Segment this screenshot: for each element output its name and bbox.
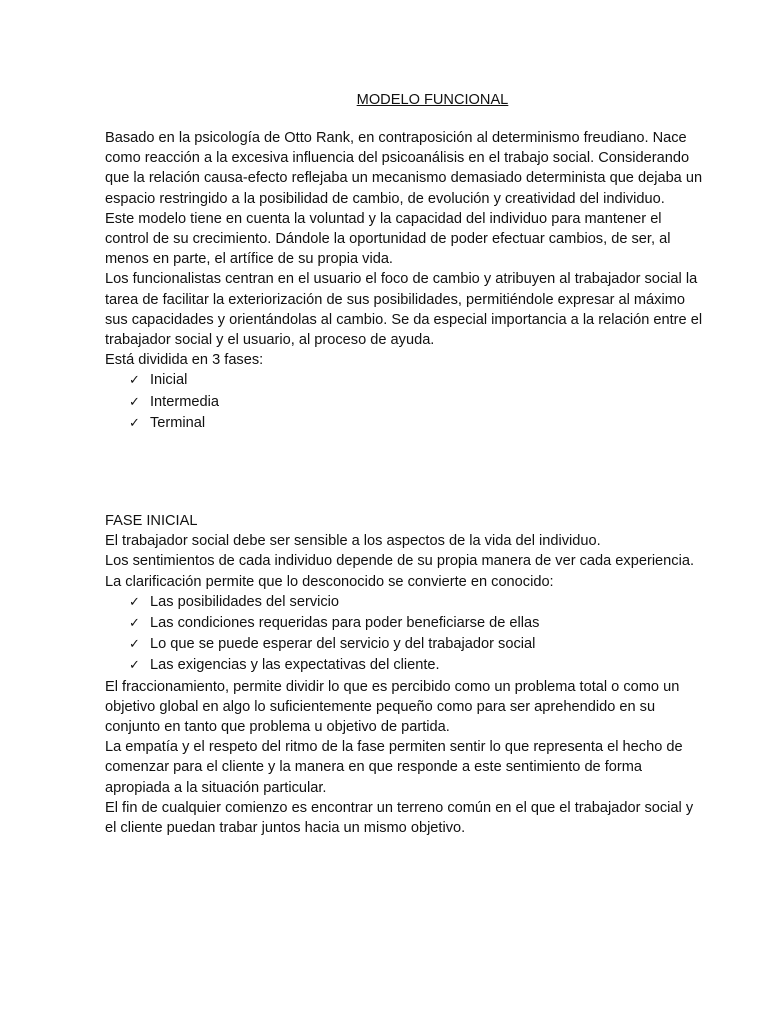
clarification-label: Las exigencias y las expectativas del cliente. (150, 657, 440, 674)
intro-section (105, 128, 708, 434)
phase-label: Inicial (150, 372, 188, 389)
intro-paragraph: Este modelo tiene en cuenta la voluntad y la capacidad del individuo para mantener el control de su crecimiento. Dándole la oportunidad de poder efectuar cambios, de ser, al menos en parte, el artífice de su propia vida. (105, 210, 671, 268)
phases-list (105, 370, 708, 434)
list-item (129, 634, 708, 655)
checkmark-icon: ✓ (129, 637, 140, 653)
list-item (129, 592, 708, 613)
clarification-list (105, 592, 708, 677)
section-paragraph: Los sentimientos de cada individuo depende de su propia manera de ver cada experiencia. (105, 553, 695, 570)
intro-paragraph: Está dividida en 3 fases: (105, 352, 264, 369)
phase-label: Intermedia (150, 393, 219, 410)
list-item (129, 413, 708, 434)
checkmark-icon: ✓ (129, 415, 140, 431)
intro-paragraph: Basado en la psicología de Otto Rank, en contraposición al determinismo freudiano. Nace como reacción a la excesiva influencia del psicoanálisis en el trabajo social. Considerando que la relación causa-efecto reflejaba un mecanismo demasiado determinista que dejaba un espacio restringido a la posibilidad de cambio, de evolución y creatividad del individuo. (105, 130, 703, 207)
list-item (129, 613, 708, 634)
clarification-label: Las condiciones requeridas para poder beneficiarse de ellas (150, 615, 540, 632)
checkmark-icon: ✓ (129, 594, 140, 610)
fase-inicial-section (105, 511, 708, 838)
list-item (129, 392, 708, 413)
checkmark-icon: ✓ (129, 658, 140, 674)
section-paragraph: La clarificación permite que lo desconocido se convierte en conocido: (105, 573, 554, 590)
section-paragraph: El fraccionamiento, permite dividir lo que es percibido como un problema total o como un objetivo global en algo lo suficientemente pequeño como para ser aprehendido en su conjunto en tanto que problema u objetivo de partida. (105, 678, 680, 736)
section-paragraph: El fin de cualquier comienzo es encontrar un terreno común en el que el trabajador social y el cliente puedan trabar juntos hacia un mismo objetivo. (105, 799, 694, 837)
section-heading: FASE INICIAL (105, 513, 198, 530)
phase-label: Terminal (150, 414, 206, 431)
checkmark-icon: ✓ (129, 616, 140, 632)
checkmark-icon: ✓ (129, 394, 140, 410)
clarification-label: Las posibilidades del servicio (150, 593, 340, 610)
list-item (129, 370, 708, 391)
section-spacer (105, 434, 708, 511)
list-item (129, 655, 708, 676)
clarification-label: Lo que se puede esperar del servicio y del trabajador social (150, 636, 536, 653)
section-paragraph: La empatía y el respeto del ritmo de la fase permiten sentir lo que representa el hecho de comenzar para el cliente y la manera en que responde a este sentimiento de forma apropiada a la situación particular. (105, 739, 683, 796)
section-paragraph: El trabajador social debe ser sensible a los aspectos de la vida del individuo. (105, 533, 601, 550)
checkmark-icon: ✓ (129, 373, 140, 389)
intro-paragraph: Los funcionalistas centran en el usuario el foco de cambio y atribuyen al trabajador social la tarea de facilitar la exteriorización de sus posibilidades, permitiéndole expresar al máximo sus capacidades y orientándolas al cambio. Se da especial importancia a la relación entre el trabajador social y el usuario, al proceso de ayuda. (105, 271, 703, 349)
document-title: MODELO FUNCIONAL (356, 92, 509, 108)
